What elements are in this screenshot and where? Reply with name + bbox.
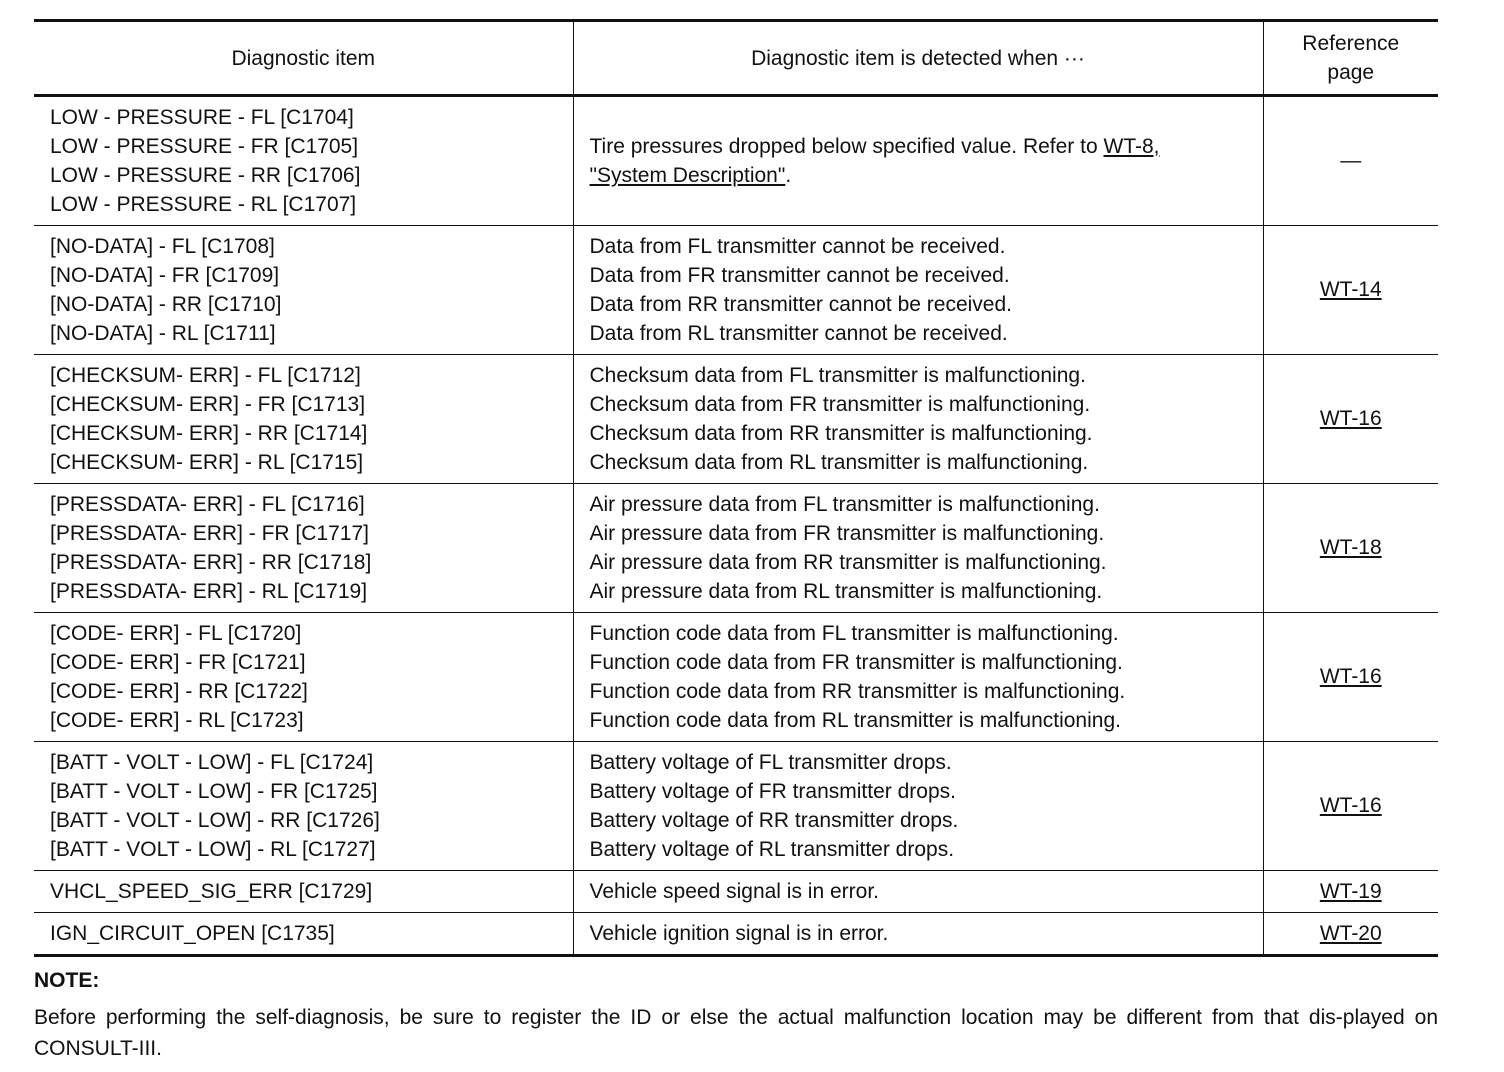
detection-cell bbox=[573, 613, 1263, 742]
diagnostic-item: [CHECKSUM- ERR] - RR [C1714] bbox=[50, 422, 368, 445]
header-reference-line1: Reference bbox=[1302, 32, 1400, 55]
reference-link[interactable]: WT-16 bbox=[1319, 665, 1382, 688]
reference-link[interactable]: WT-14 bbox=[1319, 278, 1382, 301]
reference-cell bbox=[1263, 484, 1438, 613]
detection-line: Data from RL transmitter cannot be received. bbox=[589, 322, 1008, 345]
detection-text-line1 bbox=[590, 132, 1247, 161]
detection-cell bbox=[573, 355, 1263, 484]
detection-line: Air pressure data from RL transmitter is malfunctioning. bbox=[589, 580, 1103, 603]
diagnostic-item-cell bbox=[34, 355, 573, 484]
detection-line: Battery voltage of RL transmitter drops. bbox=[589, 838, 955, 861]
detection-line: Air pressure data from FL transmitter is malfunctioning. bbox=[589, 493, 1100, 516]
diagnostic-item: LOW - PRESSURE - RR [C1706] bbox=[50, 164, 361, 187]
detection-line: Function code data from FR transmitter is malfunctioning. bbox=[589, 651, 1123, 674]
diagnostic-item-cell bbox=[34, 96, 573, 226]
detection-line: Checksum data from FL transmitter is malfunctioning. bbox=[589, 364, 1086, 387]
detection-line: Function code data from RR transmitter is malfunctioning. bbox=[589, 680, 1126, 703]
reference-none: — bbox=[1340, 149, 1362, 172]
detection-cell bbox=[573, 871, 1263, 913]
detection-line: Vehicle ignition signal is in error. bbox=[589, 922, 889, 945]
header-detected-when: Diagnostic item is detected when ··· bbox=[573, 21, 1263, 96]
detection-line: Battery voltage of FL transmitter drops. bbox=[589, 751, 952, 774]
note-body: Before performing the self-diagnosis, be sure to register the ID or else the actual malfunction location may be different from that dis-played on CONSULT-III. bbox=[34, 1006, 1438, 1060]
reference-link[interactable]: WT-20 bbox=[1319, 921, 1382, 945]
detection-text: Tire pressures dropped below specified value. Refer to bbox=[589, 135, 1104, 158]
detection-line: Battery voltage of RR transmitter drops. bbox=[589, 809, 959, 832]
diagnostic-item: [CHECKSUM- ERR] - FL [C1712] bbox=[50, 364, 361, 387]
reference-cell bbox=[1263, 913, 1438, 956]
detection-cell bbox=[573, 484, 1263, 613]
reference-link[interactable]: WT-16 bbox=[1319, 794, 1382, 817]
detection-line: Data from FL transmitter cannot be received. bbox=[589, 235, 1006, 258]
header-diagnostic-item: Diagnostic item bbox=[34, 21, 573, 96]
detection-line: Checksum data from FR transmitter is malfunctioning. bbox=[589, 393, 1091, 416]
detection-line: Data from FR transmitter cannot be received. bbox=[589, 264, 1010, 287]
diagnostic-item: [CHECKSUM- ERR] - RL [C1715] bbox=[50, 451, 364, 474]
diagnostic-item-cell bbox=[34, 742, 573, 871]
diagnostic-item: [PRESSDATA- ERR] - RR [C1718] bbox=[50, 551, 372, 574]
reference-link[interactable]: WT-18 bbox=[1319, 536, 1382, 559]
table-row bbox=[34, 871, 1438, 913]
header-reference-page bbox=[1263, 21, 1438, 96]
diagnostic-item-cell bbox=[34, 613, 573, 742]
diagnostic-item: VHCL_SPEED_SIG_ERR [C1729] bbox=[50, 880, 373, 903]
system-description-ref-link[interactable]: WT-8, bbox=[1103, 135, 1160, 158]
detection-cell bbox=[573, 96, 1263, 226]
detection-text-line2 bbox=[590, 161, 1247, 190]
diagnostic-item-cell bbox=[34, 871, 573, 913]
diagnostic-item: [BATT - VOLT - LOW] - FL [C1724] bbox=[50, 751, 374, 774]
diagnostic-item: [BATT - VOLT - LOW] - FR [C1725] bbox=[50, 780, 378, 803]
diagnostic-item: [BATT - VOLT - LOW] - RL [C1727] bbox=[50, 838, 376, 861]
diagnostic-item: IGN_CIRCUIT_OPEN [C1735] bbox=[50, 922, 335, 945]
diagnostic-item: [PRESSDATA- ERR] - RL [C1719] bbox=[50, 580, 368, 603]
reference-cell bbox=[1263, 871, 1438, 913]
system-description-link[interactable]: "System Description" bbox=[589, 164, 786, 187]
table-row bbox=[34, 355, 1438, 484]
reference-cell bbox=[1263, 355, 1438, 484]
table-row bbox=[34, 96, 1438, 226]
diagnostic-item-cell bbox=[34, 484, 573, 613]
diagnostic-item-cell bbox=[34, 913, 573, 956]
diagnostic-item: LOW - PRESSURE - FL [C1704] bbox=[50, 106, 354, 129]
diagnostic-item: [PRESSDATA- ERR] - FL [C1716] bbox=[50, 493, 365, 516]
diagnostic-item: [NO-DATA] - FL [C1708] bbox=[50, 235, 275, 258]
detection-line: Air pressure data from RR transmitter is malfunctioning. bbox=[589, 551, 1107, 574]
note-section bbox=[34, 966, 1438, 1064]
diagnostic-item: [CHECKSUM- ERR] - FR [C1713] bbox=[50, 393, 366, 416]
detection-text-end: . bbox=[785, 164, 792, 187]
table-row bbox=[34, 613, 1438, 742]
diagnostic-item-cell bbox=[34, 226, 573, 355]
detection-line: Checksum data from RR transmitter is malfunctioning. bbox=[589, 422, 1093, 445]
table-row bbox=[34, 742, 1438, 871]
reference-cell bbox=[1263, 742, 1438, 871]
diagnostic-item: [NO-DATA] - FR [C1709] bbox=[50, 264, 280, 287]
diagnostic-item: [BATT - VOLT - LOW] - RR [C1726] bbox=[50, 809, 380, 832]
table-row bbox=[34, 226, 1438, 355]
header-reference-line2: page bbox=[1327, 61, 1375, 84]
note-title: NOTE: bbox=[34, 969, 100, 992]
reference-cell bbox=[1263, 226, 1438, 355]
diagnostic-item: [CODE- ERR] - FR [C1721] bbox=[50, 651, 306, 674]
diagnostic-item: LOW - PRESSURE - RL [C1707] bbox=[50, 193, 357, 216]
reference-cell bbox=[1263, 96, 1438, 226]
table-row bbox=[34, 913, 1438, 956]
diagnostic-item: [CODE- ERR] - FL [C1720] bbox=[50, 622, 302, 645]
diagnostic-table bbox=[34, 19, 1438, 957]
table-row bbox=[34, 484, 1438, 613]
detection-line: Battery voltage of FR transmitter drops. bbox=[589, 780, 956, 803]
diagnostic-item: LOW - PRESSURE - FR [C1705] bbox=[50, 135, 359, 158]
diagnostic-item: [CODE- ERR] - RR [C1722] bbox=[50, 680, 308, 703]
diagnostic-item: [NO-DATA] - RL [C1711] bbox=[50, 322, 276, 345]
table-header-row bbox=[34, 21, 1438, 96]
detection-line: Checksum data from RL transmitter is malfunctioning. bbox=[589, 451, 1089, 474]
diagnostic-item: [PRESSDATA- ERR] - FR [C1717] bbox=[50, 522, 369, 545]
detection-cell bbox=[573, 913, 1263, 956]
detection-line: Air pressure data from FR transmitter is malfunctioning. bbox=[589, 522, 1105, 545]
detection-line: Function code data from RL transmitter is malfunctioning. bbox=[589, 709, 1121, 732]
reference-link[interactable]: WT-16 bbox=[1319, 407, 1382, 430]
detection-cell bbox=[573, 742, 1263, 871]
reference-link[interactable]: WT-19 bbox=[1319, 879, 1382, 903]
reference-cell bbox=[1263, 613, 1438, 742]
detection-line: Function code data from FL transmitter is malfunctioning. bbox=[589, 622, 1119, 645]
diagnostic-item: [CODE- ERR] - RL [C1723] bbox=[50, 709, 304, 732]
detection-line: Vehicle speed signal is in error. bbox=[589, 880, 879, 903]
detection-cell bbox=[573, 226, 1263, 355]
detection-line: Data from RR transmitter cannot be received. bbox=[589, 293, 1013, 316]
diagnostic-item: [NO-DATA] - RR [C1710] bbox=[50, 293, 282, 316]
